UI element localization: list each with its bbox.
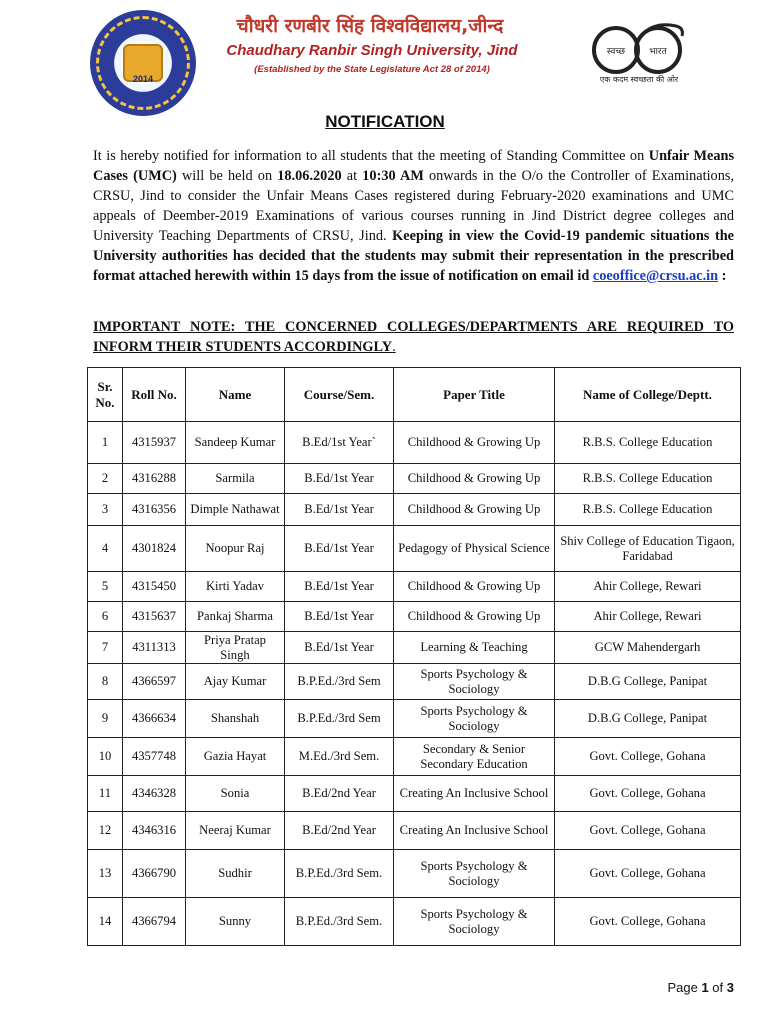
page-prefix: Page — [667, 980, 702, 995]
table-body — [88, 422, 741, 946]
paper-cell: Childhood & Growing Up — [394, 602, 555, 632]
table-row — [88, 700, 741, 738]
sr-cell: 11 — [88, 776, 123, 812]
page-current: 1 — [701, 980, 709, 995]
body-text-2: will be held on — [176, 168, 278, 184]
name-cell: Neeraj Kumar — [186, 812, 285, 850]
roll-cell: 4301824 — [123, 526, 186, 572]
body-bold-time: 10:30 AM — [362, 168, 424, 184]
name-cell: Kirti Yadav — [186, 572, 285, 602]
paper-cell: Secondary & Senior Secondary Education — [394, 738, 555, 776]
college-cell: R.B.S. College Education — [555, 422, 741, 464]
course-cell: B.Ed/2nd Year — [285, 812, 394, 850]
course-cell: M.Ed./3rd Sem. — [285, 738, 394, 776]
course-cell: B.Ed/1st Year — [285, 464, 394, 494]
course-cell: B.Ed/1st Year — [285, 632, 394, 664]
name-cell: Priya Pratap Singh — [186, 632, 285, 664]
course-cell: B.Ed/1st Year` — [285, 422, 394, 464]
english-title: Chaudhary Ranbir Singh University, Jind — [226, 42, 518, 59]
important-note-end: . — [392, 339, 396, 355]
paper-cell: Childhood & Growing Up — [394, 422, 555, 464]
roll-cell: 4315450 — [123, 572, 186, 602]
table-row — [88, 664, 741, 700]
header-roll-no: Roll No. — [123, 368, 186, 422]
important-note — [93, 317, 734, 357]
roll-cell: 4316288 — [123, 464, 186, 494]
name-cell: Shanshah — [186, 700, 285, 738]
sr-cell: 14 — [88, 898, 123, 946]
college-cell: Govt. College, Gohana — [555, 812, 741, 850]
roll-cell: 4346328 — [123, 776, 186, 812]
name-cell: Sandeep Kumar — [186, 422, 285, 464]
table-row — [88, 572, 741, 602]
course-cell: B.Ed/1st Year — [285, 526, 394, 572]
header-sr-no: Sr. No. — [88, 368, 123, 422]
college-cell: Govt. College, Gohana — [555, 738, 741, 776]
sr-cell: 4 — [88, 526, 123, 572]
roll-cell: 4346316 — [123, 812, 186, 850]
name-cell: Sunny — [186, 898, 285, 946]
name-cell: Gazia Hayat — [186, 738, 285, 776]
college-cell: Govt. College, Gohana — [555, 898, 741, 946]
umc-table — [87, 367, 741, 946]
name-cell: Sarmila — [186, 464, 285, 494]
roll-cell: 4315937 — [123, 422, 186, 464]
paper-cell: Childhood & Growing Up — [394, 494, 555, 526]
established-line: (Established by the State Legislature Act 28 of 2014) — [254, 64, 490, 75]
college-cell: Govt. College, Gohana — [555, 850, 741, 898]
course-cell: B.Ed/1st Year — [285, 572, 394, 602]
college-cell: GCW Mahendergarh — [555, 632, 741, 664]
paper-cell: Sports Psychology & Sociology — [394, 898, 555, 946]
body-bold-covid: Keeping in view the Covid-19 pandemic situations the University authorities has decided that the students may submit their representation in the prescribed format attached herewith within 15 days from the issue of notification on email id — [93, 228, 734, 284]
roll-cell: 4315637 — [123, 602, 186, 632]
header-paper-title: Paper Title — [394, 368, 555, 422]
name-cell: Noopur Raj — [186, 526, 285, 572]
name-cell: Sonia — [186, 776, 285, 812]
sr-cell: 3 — [88, 494, 123, 526]
course-cell: B.Ed/1st Year — [285, 602, 394, 632]
sr-cell: 12 — [88, 812, 123, 850]
roll-cell: 4366794 — [123, 898, 186, 946]
table-row — [88, 738, 741, 776]
notification-body — [93, 146, 734, 286]
table-header-row — [88, 368, 741, 422]
table-row — [88, 632, 741, 664]
roll-cell: 4316356 — [123, 494, 186, 526]
logo-year: 2014 — [132, 74, 154, 84]
paper-cell: Creating An Inclusive School — [394, 812, 555, 850]
university-logo — [90, 10, 196, 116]
course-cell: B.P.Ed./3rd Sem. — [285, 850, 394, 898]
course-cell: B.P.Ed./3rd Sem. — [285, 898, 394, 946]
roll-cell: 4366790 — [123, 850, 186, 898]
header-name: Name — [186, 368, 285, 422]
course-cell: B.P.Ed./3rd Sem — [285, 664, 394, 700]
header-course: Course/Sem. — [285, 368, 394, 422]
paper-cell: Sports Psychology & Sociology — [394, 664, 555, 700]
table-row — [88, 812, 741, 850]
college-cell: D.B.G College, Panipat — [555, 700, 741, 738]
college-cell: R.B.S. College Education — [555, 494, 741, 526]
page-of: of — [708, 980, 727, 995]
paper-cell: Childhood & Growing Up — [394, 464, 555, 494]
body-text-3: at — [341, 168, 363, 184]
roll-cell: 4357748 — [123, 738, 186, 776]
swachh-left-text: स्वच्छ — [606, 47, 626, 57]
swachh-tagline: एक कदम स्वच्छता की ओर — [599, 75, 679, 84]
college-cell: Shiv College of Education Tigaon, Faridabad — [555, 526, 741, 572]
body-bold-umc: Unfair Means Cases (UMC) — [93, 148, 735, 184]
notification-title: NOTIFICATION — [325, 112, 445, 131]
college-cell: R.B.S. College Education — [555, 464, 741, 494]
sr-cell: 7 — [88, 632, 123, 664]
sr-cell: 2 — [88, 464, 123, 494]
body-text-4: onwards in the O/o the Controller of Examinations, CRSU, Jind to consider the Unfair Means Cases registered during February-2020 examinations and UMC appeals of Deember-2019 Examinations of various courses running in Jind District degree colleges and University Teaching Departments of CRSU, Jind. — [93, 168, 734, 244]
table-row — [88, 850, 741, 898]
paper-cell: Creating An Inclusive School — [394, 776, 555, 812]
name-cell: Pankaj Sharma — [186, 602, 285, 632]
sr-cell: 6 — [88, 602, 123, 632]
table-row — [88, 776, 741, 812]
college-cell: Ahir College, Rewari — [555, 572, 741, 602]
name-cell: Sudhir — [186, 850, 285, 898]
college-cell: D.B.G College, Panipat — [555, 664, 741, 700]
sr-cell: 8 — [88, 664, 123, 700]
paper-cell: Sports Psychology & Sociology — [394, 700, 555, 738]
header-college: Name of College/Deptt. — [555, 368, 741, 422]
sr-cell: 9 — [88, 700, 123, 738]
course-cell: B.Ed/2nd Year — [285, 776, 394, 812]
table-row — [88, 602, 741, 632]
sr-cell: 1 — [88, 422, 123, 464]
swachh-right-text: भारत — [649, 47, 667, 57]
course-cell: B.Ed/1st Year — [285, 494, 394, 526]
roll-cell: 4311313 — [123, 632, 186, 664]
table-row — [88, 898, 741, 946]
table-row — [88, 494, 741, 526]
college-cell: Ahir College, Rewari — [555, 602, 741, 632]
sr-cell: 13 — [88, 850, 123, 898]
sr-cell: 5 — [88, 572, 123, 602]
course-cell: B.P.Ed./3rd Sem — [285, 700, 394, 738]
paper-cell: Childhood & Growing Up — [394, 572, 555, 602]
important-note-text: IMPORTANT NOTE: THE CONCERNED COLLEGES/DEPARTMENTS ARE REQUIRED TO INFORM THEIR STUDENTS ACCORDINGLY — [93, 319, 734, 355]
page-number — [667, 980, 734, 995]
paper-cell: Pedagogy of Physical Science — [394, 526, 555, 572]
sr-cell: 10 — [88, 738, 123, 776]
hindi-title: चौधरी रणबीर सिंह विश्वविद्यालय,जीन्द — [236, 15, 504, 37]
email-link[interactable]: coeoffice@crsu.ac.in — [592, 268, 719, 284]
page-total: 3 — [726, 980, 734, 995]
roll-cell: 4366634 — [123, 700, 186, 738]
body-bold-colon: : — [718, 268, 727, 284]
name-cell: Dimple Nathawat — [186, 494, 285, 526]
name-cell: Ajay Kumar — [186, 664, 285, 700]
table-row — [88, 526, 741, 572]
paper-cell: Sports Psychology & Sociology — [394, 850, 555, 898]
body-bold-date: 18.06.2020 — [277, 168, 342, 184]
roll-cell: 4366597 — [123, 664, 186, 700]
table-row — [88, 464, 741, 494]
body-text-1: It is hereby notified for information to all students that the meeting of Standing Committee on — [93, 148, 649, 164]
paper-cell: Learning & Teaching — [394, 632, 555, 664]
college-cell: Govt. College, Gohana — [555, 776, 741, 812]
table-row — [88, 422, 741, 464]
